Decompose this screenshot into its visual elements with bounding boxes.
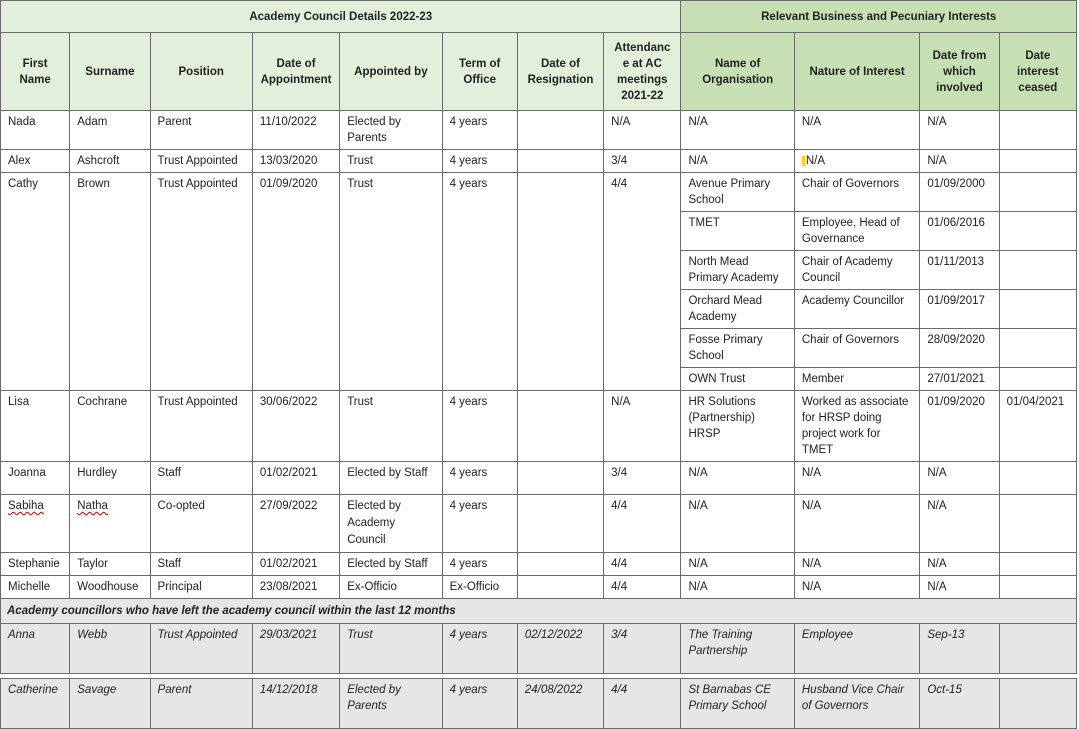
table-row (1, 576, 1077, 599)
position-cell: Co-opted (150, 495, 252, 553)
highlight-mark (802, 156, 805, 166)
date-from-cell: 01/09/2000 (920, 173, 999, 212)
surname-cell: Savage (70, 679, 150, 729)
resignation-cell (517, 495, 603, 553)
surname-text: Natha (77, 500, 108, 512)
position-cell: Trust Appointed (150, 150, 252, 173)
term-cell: 4 years (442, 462, 517, 495)
resignation-cell: 24/08/2022 (517, 679, 603, 729)
nature-cell: N/A (794, 553, 919, 576)
date-appointment-cell: 01/02/2021 (252, 553, 339, 576)
date-ceased-cell (999, 368, 1076, 391)
resignation-cell (517, 553, 603, 576)
first-name-cell: Anna (1, 624, 70, 674)
nature-cell: N/A (794, 462, 919, 495)
nature-cell: Academy Councillor (794, 290, 919, 329)
organisation-cell: North Mead Primary Academy (681, 251, 794, 290)
date-appointment-cell: 27/09/2022 (252, 495, 339, 553)
col-nature-interest: Nature of Interest (794, 33, 919, 111)
term-cell: 4 years (442, 553, 517, 576)
first-name-cell: Lisa (1, 391, 70, 462)
date-ceased-cell (999, 679, 1076, 729)
attendance-cell: 3/4 (604, 150, 681, 173)
date-from-cell: Sep-13 (920, 624, 999, 674)
position-cell: Parent (150, 111, 252, 150)
nature-cell (794, 150, 919, 173)
attendance-cell: 4/4 (604, 679, 681, 729)
surname-cell (70, 495, 150, 553)
term-cell: 4 years (442, 624, 517, 674)
former-section-title: Academy councillors who have left the academy council within the last 12 months (1, 599, 1077, 624)
date-from-cell: 01/09/2020 (920, 391, 999, 462)
former-section-row (1, 599, 1077, 624)
term-cell: Ex-Officio (442, 576, 517, 599)
surname-cell: Brown (70, 173, 150, 391)
resignation-cell (517, 150, 603, 173)
term-cell: 4 years (442, 173, 517, 391)
nature-cell: N/A (794, 495, 919, 553)
date-ceased-cell (999, 212, 1076, 251)
date-from-cell: N/A (920, 553, 999, 576)
date-ceased-cell (999, 150, 1076, 173)
organisation-cell: N/A (681, 111, 794, 150)
date-appointment-cell: 29/03/2021 (252, 624, 339, 674)
date-ceased-cell (999, 111, 1076, 150)
date-from-cell: N/A (920, 462, 999, 495)
col-date-resignation: Date of Resignation (517, 33, 603, 111)
table-row (1, 150, 1077, 173)
resignation-cell (517, 576, 603, 599)
surname-cell: Hurdley (70, 462, 150, 495)
date-ceased-cell (999, 173, 1076, 212)
appointed-by-cell: Trust (340, 150, 442, 173)
col-date-ceased: Date interest ceased (999, 33, 1076, 111)
table-row (1, 391, 1077, 462)
nature-cell: Member (794, 368, 919, 391)
appointed-by-cell: Elected by Staff (340, 553, 442, 576)
resignation-cell: 02/12/2022 (517, 624, 603, 674)
first-name-cell: Stephanie (1, 553, 70, 576)
position-cell: Principal (150, 576, 252, 599)
date-appointment-cell: 01/09/2020 (252, 173, 339, 391)
appointed-by-cell: Elected by Parents (340, 679, 442, 729)
organisation-cell: Fosse Primary School (681, 329, 794, 368)
appointed-by-cell: Elected by Staff (340, 462, 442, 495)
date-from-cell: N/A (920, 576, 999, 599)
nature-text: N/A (805, 155, 826, 167)
attendance-cell: 3/4 (604, 624, 681, 674)
nature-cell: Chair of Governors (794, 329, 919, 368)
table-row (1, 111, 1077, 150)
date-from-cell: Oct-15 (920, 679, 999, 729)
position-cell: Trust Appointed (150, 624, 252, 674)
organisation-cell: St Barnabas CE Primary School (681, 679, 794, 729)
date-ceased-cell (999, 251, 1076, 290)
surname-cell: Taylor (70, 553, 150, 576)
nature-cell: Employee (794, 624, 919, 674)
appointed-by-cell: Elected by Academy Council (340, 495, 442, 553)
resignation-cell (517, 391, 603, 462)
organisation-cell: Avenue Primary School (681, 173, 794, 212)
organisation-cell: N/A (681, 576, 794, 599)
attendance-cell: 3/4 (604, 462, 681, 495)
attendance-cell: N/A (604, 111, 681, 150)
date-ceased-cell (999, 553, 1076, 576)
date-appointment-cell: 11/10/2022 (252, 111, 339, 150)
col-organisation: Name of Organisation (681, 33, 794, 111)
position-cell: Parent (150, 679, 252, 729)
col-position: Position (150, 33, 252, 111)
first-name-cell: Joanna (1, 462, 70, 495)
nature-cell: Husband Vice Chair of Governors (794, 679, 919, 729)
date-from-cell: 01/11/2013 (920, 251, 999, 290)
attendance-cell: N/A (604, 391, 681, 462)
date-from-cell: 01/09/2017 (920, 290, 999, 329)
table-row (1, 624, 1077, 674)
date-appointment-cell: 23/08/2021 (252, 576, 339, 599)
first-name-cell: Michelle (1, 576, 70, 599)
nature-cell: N/A (794, 576, 919, 599)
term-cell: 4 years (442, 150, 517, 173)
first-name-cell: Alex (1, 150, 70, 173)
organisation-cell: N/A (681, 462, 794, 495)
first-name-cell: Catherine (1, 679, 70, 729)
nature-cell: Worked as associate for HRSP doing project work for TMET (794, 391, 919, 462)
position-cell: Trust Appointed (150, 173, 252, 391)
date-ceased-cell: 01/04/2021 (999, 391, 1076, 462)
organisation-cell: Orchard Mead Academy (681, 290, 794, 329)
date-from-cell: 28/09/2020 (920, 329, 999, 368)
attendance-cell: 4/4 (604, 495, 681, 553)
col-date-from: Date from which involved (920, 33, 999, 111)
date-from-cell: N/A (920, 495, 999, 553)
surname-cell: Ashcroft (70, 150, 150, 173)
date-from-cell: N/A (920, 150, 999, 173)
first-name-cell: Cathy (1, 173, 70, 391)
attendance-cell: 4/4 (604, 553, 681, 576)
nature-cell: Chair of Governors (794, 173, 919, 212)
appointed-by-cell: Elected by Parents (340, 111, 442, 150)
table-row (1, 462, 1077, 495)
surname-cell: Adam (70, 111, 150, 150)
col-date-appointment: Date of Appointment (252, 33, 339, 111)
nature-cell: Employee, Head of Governance (794, 212, 919, 251)
col-attendance: Attendance at AC meetings 2021-22 (604, 33, 681, 111)
col-surname: Surname (70, 33, 150, 111)
council-details-title: Academy Council Details 2022-23 (1, 1, 681, 33)
nature-cell: N/A (794, 111, 919, 150)
position-cell: Staff (150, 462, 252, 495)
table-row (1, 553, 1077, 576)
surname-cell: Woodhouse (70, 576, 150, 599)
first-name-cell: Nada (1, 111, 70, 150)
term-cell: 4 years (442, 679, 517, 729)
nature-cell: Chair of Academy Council (794, 251, 919, 290)
term-cell: 4 years (442, 111, 517, 150)
resignation-cell (517, 173, 603, 391)
appointed-by-cell: Ex-Officio (340, 576, 442, 599)
organisation-cell: OWN Trust (681, 368, 794, 391)
col-term-office: Term of Office (442, 33, 517, 111)
table-row (1, 495, 1077, 553)
date-from-cell: N/A (920, 111, 999, 150)
organisation-cell: HR Solutions (Partnership) HRSP (681, 391, 794, 462)
date-from-cell: 01/06/2016 (920, 212, 999, 251)
date-appointment-cell: 30/06/2022 (252, 391, 339, 462)
term-cell: 4 years (442, 495, 517, 553)
organisation-cell: N/A (681, 553, 794, 576)
appointed-by-cell: Trust (340, 173, 442, 391)
date-appointment-cell: 01/02/2021 (252, 462, 339, 495)
surname-cell: Webb (70, 624, 150, 674)
table-row (1, 679, 1077, 729)
position-cell: Staff (150, 553, 252, 576)
attendance-cell: 4/4 (604, 173, 681, 391)
date-ceased-cell (999, 462, 1076, 495)
col-appointed-by: Appointed by (340, 33, 442, 111)
position-cell: Trust Appointed (150, 391, 252, 462)
appointed-by-cell: Trust (340, 391, 442, 462)
organisation-cell: TMET (681, 212, 794, 251)
term-cell: 4 years (442, 391, 517, 462)
organisation-cell: N/A (681, 495, 794, 553)
interests-title: Relevant Business and Pecuniary Interests (681, 1, 1077, 33)
table-row (1, 173, 1077, 212)
date-appointment-cell: 14/12/2018 (252, 679, 339, 729)
date-from-cell: 27/01/2021 (920, 368, 999, 391)
resignation-cell (517, 462, 603, 495)
organisation-cell: The Training Partnership (681, 624, 794, 674)
attendance-cell: 4/4 (604, 576, 681, 599)
date-ceased-cell (999, 290, 1076, 329)
appointed-by-cell: Trust (340, 624, 442, 674)
col-first-name: First Name (1, 33, 70, 111)
date-ceased-cell (999, 329, 1076, 368)
surname-cell: Cochrane (70, 391, 150, 462)
first-name-text: Sabiha (8, 500, 44, 512)
date-ceased-cell (999, 495, 1076, 553)
resignation-cell (517, 111, 603, 150)
date-ceased-cell (999, 576, 1076, 599)
date-ceased-cell (999, 624, 1076, 674)
first-name-cell (1, 495, 70, 553)
organisation-cell: N/A (681, 150, 794, 173)
date-appointment-cell: 13/03/2020 (252, 150, 339, 173)
